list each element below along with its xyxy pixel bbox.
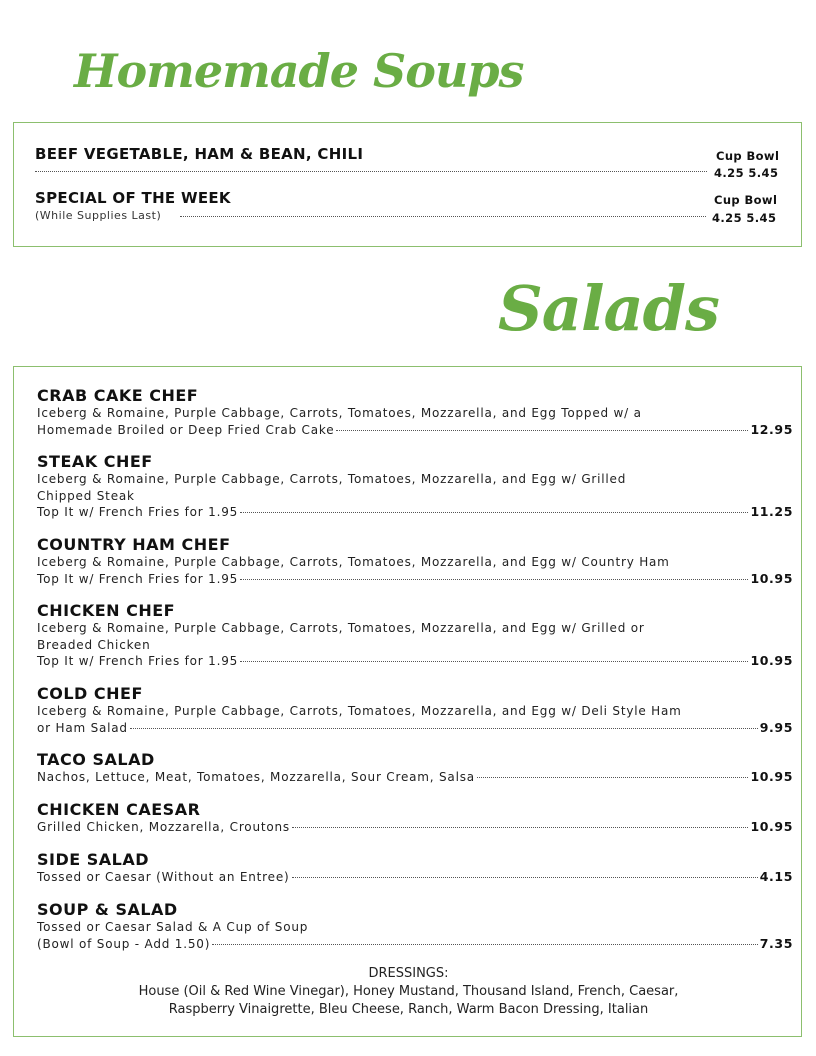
salad-item-description: Iceberg & Romaine, Purple Cabbage, Carrots, Tomatoes, Mozzarella, and Egg w/ Country Ham: [37, 555, 670, 569]
salad-item-price-line: [37, 422, 793, 439]
salad-item: [37, 684, 793, 736]
salad-item: [37, 900, 793, 952]
soups-menu-box: [13, 122, 802, 247]
salad-item-price-line: [37, 720, 793, 737]
salad-item-name: CRAB CAKE CHEF: [37, 386, 199, 405]
salad-item-description: Iceberg & Romaine, Purple Cabbage, Carrots, Tomatoes, Mozzarella, and Egg w/ Grilled or: [37, 621, 645, 635]
salad-item-price: 9.95: [759, 719, 793, 735]
salad-item: [37, 750, 793, 786]
salads-menu-box: [13, 366, 802, 1037]
soup-prices: 4.25 5.45: [714, 166, 779, 180]
salad-item-name: SIDE SALAD: [37, 850, 150, 869]
salad-item-description: Breaded Chicken: [37, 637, 151, 652]
soup-leader-dots: [35, 171, 707, 172]
salad-item-description: Iceberg & Romaine, Purple Cabbage, Carrots, Tomatoes, Mozzarella, and Egg Topped w/ a: [37, 406, 642, 420]
soup-prices: 4.25 5.45: [712, 211, 777, 225]
salad-item-description: Grilled Chicken, Mozzarella, Croutons: [37, 820, 290, 834]
leader-dots: [336, 430, 748, 431]
salad-item-description: Iceberg & Romaine, Purple Cabbage, Carrots, Tomatoes, Mozzarella, and Egg w/ Deli Style Ham: [37, 704, 682, 718]
salad-item-description: (Bowl of Soup - Add 1.50): [37, 936, 211, 951]
salad-item-price-line: [37, 504, 793, 521]
salad-item: [37, 452, 793, 521]
salad-item-price: 4.15: [759, 869, 793, 884]
salad-item-name: COLD CHEF: [37, 684, 143, 703]
salad-item-name: CHICKEN CAESAR: [37, 800, 201, 819]
leader-dots: [240, 579, 748, 580]
salad-item: [37, 535, 793, 587]
salad-item: [37, 386, 793, 438]
salad-item-price-line: [37, 936, 793, 953]
salad-item-name: CHICKEN CHEF: [37, 601, 176, 620]
salad-item-price: 7.35: [759, 935, 793, 951]
salad-item-description: Top It w/ French Fries for 1.95: [37, 571, 239, 586]
salad-item-description: or Ham Salad: [37, 720, 128, 735]
salad-item-description: Homemade Broiled or Deep Fried Crab Cake: [37, 422, 335, 437]
dressings-heading: DRESSINGS:: [368, 966, 449, 981]
salad-item-description: Top It w/ French Fries for 1.95: [37, 654, 239, 668]
salad-item-description: Chipped Steak: [37, 488, 135, 503]
salad-item: [37, 800, 793, 836]
salad-item-name: TACO SALAD: [37, 750, 155, 769]
soup-size-labels: Cup Bowl: [714, 193, 778, 207]
salad-item-price: 10.95: [750, 819, 793, 834]
salad-item-name: SOUP & SALAD: [37, 900, 178, 919]
salads-section-title: Salads: [498, 272, 719, 345]
leader-dots: [240, 661, 748, 662]
salad-item-price: 10.95: [750, 769, 793, 784]
leader-dots: [477, 777, 749, 778]
salad-item-price: 11.25: [750, 504, 793, 519]
salad-item-price-line: [37, 653, 793, 670]
salad-item-description: Tossed or Caesar (Without an Entree): [37, 870, 290, 884]
dressings-list-line: Raspberry Vinaigrette, Bleu Cheese, Ranch, Warm Bacon Dressing, Italian: [168, 1002, 649, 1017]
salad-item-description: Top It w/ French Fries for 1.95: [37, 505, 239, 519]
leader-dots: [240, 512, 748, 513]
soups-section-title: Homemade Soups: [74, 44, 524, 98]
leader-dots: [130, 728, 758, 729]
soup-leader-dots: [180, 216, 706, 217]
soup-size-labels: Cup Bowl: [716, 149, 780, 163]
leader-dots: [212, 944, 758, 945]
salad-item: [37, 601, 793, 670]
salad-item-description: Iceberg & Romaine, Purple Cabbage, Carrots, Tomatoes, Mozzarella, and Egg w/ Grilled: [37, 472, 627, 486]
dressings-block: [14, 965, 803, 1019]
salad-item-description: Nachos, Lettuce, Meat, Tomatoes, Mozzarella, Sour Cream, Salsa: [37, 770, 475, 784]
salad-item-price-line: [37, 571, 793, 588]
salad-item-price: 12.95: [750, 421, 793, 437]
soup-item-name: BEEF VEGETABLE, HAM & BEAN, CHILI: [35, 145, 364, 163]
salad-item: [37, 850, 793, 886]
salad-item-name: STEAK CHEF: [37, 452, 153, 471]
dressings-list-line: House (Oil & Red Wine Vinegar), Honey Mustand, Thousand Island, French, Caesar,: [138, 984, 679, 999]
salad-item-price: 10.95: [750, 570, 793, 586]
salad-item-price-line: [37, 769, 793, 786]
salad-item-price-line: [37, 819, 793, 836]
salad-item-price-line: [37, 869, 793, 886]
salad-item-price: 10.95: [750, 653, 793, 668]
salad-item-name: COUNTRY HAM CHEF: [37, 535, 231, 554]
leader-dots: [292, 827, 749, 828]
leader-dots: [292, 877, 758, 878]
soup-item-name: SPECIAL OF THE WEEK: [35, 189, 231, 207]
salad-item-description: Tossed or Caesar Salad & A Cup of Soup: [37, 920, 309, 934]
soup-item-note: (While Supplies Last): [35, 209, 162, 222]
